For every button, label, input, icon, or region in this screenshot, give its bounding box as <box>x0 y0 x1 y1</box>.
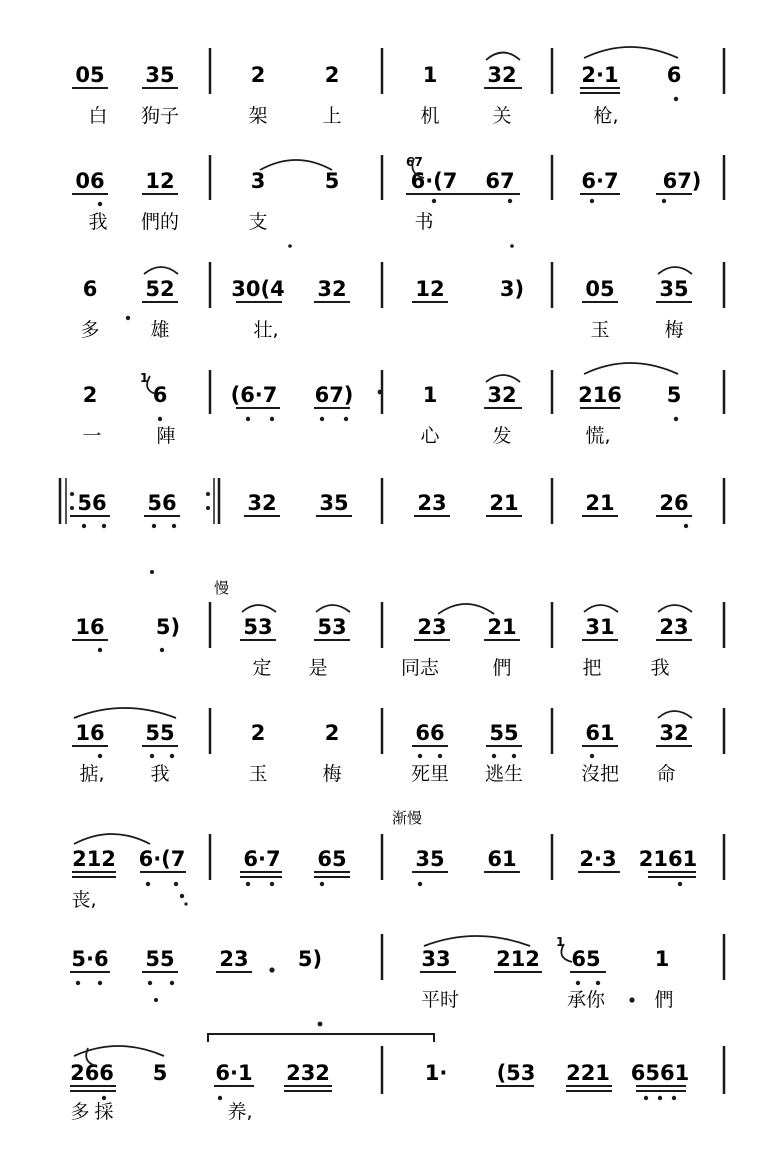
lyric: 关 <box>492 105 512 127</box>
note-group: 6·(7 <box>138 847 186 871</box>
note-group: 35 <box>319 491 349 515</box>
note-group: 1 <box>422 63 438 87</box>
note-group: 56 <box>77 491 107 515</box>
slurs <box>242 604 692 614</box>
lyric: 把 <box>582 657 602 679</box>
lyric: 一 <box>82 425 102 447</box>
note-group: 26 <box>659 491 689 515</box>
tempo-marking: 渐慢 <box>392 809 423 827</box>
barlines <box>210 370 724 414</box>
note-group: 61 <box>487 847 517 871</box>
note-group: 52 <box>145 277 175 301</box>
note-group: 67 <box>485 169 515 193</box>
note-group: 1 <box>654 947 670 971</box>
score-system-8 <box>71 809 724 911</box>
lyric: 承你 <box>566 989 606 1011</box>
lyric: 我 <box>88 211 108 233</box>
dots <box>98 199 666 248</box>
note-group: 16 <box>75 615 105 639</box>
lyric: 們的 <box>140 211 180 233</box>
note-group: 53 <box>317 615 347 639</box>
score-system-7 <box>72 708 724 785</box>
lyric: 玉 <box>248 763 268 785</box>
lyric: 心 <box>420 425 440 447</box>
note-group: 23 <box>417 615 447 639</box>
note-group: 35 <box>659 277 689 301</box>
note-group: 5 <box>152 1061 168 1085</box>
note-group: 32 <box>317 277 347 301</box>
note-group: 6 <box>666 63 682 87</box>
score-system-1 <box>72 47 724 127</box>
underlines <box>72 872 696 877</box>
note-group: 6 <box>152 383 168 407</box>
note-group: 53 <box>243 615 273 639</box>
note-group: 6·7 <box>243 847 281 871</box>
lyric: 掂, <box>79 763 105 785</box>
note-group: 6561 <box>630 1061 690 1085</box>
note-group: 2 <box>82 383 98 407</box>
note-group: 3 <box>250 169 266 193</box>
lyric: 陣 <box>156 425 176 447</box>
note-group: 6·7 <box>581 169 619 193</box>
barlines <box>210 262 724 308</box>
note-group: 5 <box>666 383 682 407</box>
barlines <box>210 602 724 648</box>
note-group: 216 <box>578 383 622 407</box>
note-group: 32 <box>247 491 277 515</box>
score-system-2 <box>72 155 724 248</box>
barlines <box>210 48 724 94</box>
note-group: 2 <box>324 721 340 745</box>
lyric: 书 <box>414 211 434 233</box>
lyric: 发 <box>492 425 512 447</box>
slurs <box>144 267 692 274</box>
note-group: 5·6 <box>71 947 109 971</box>
grace-notes: 67 <box>406 155 423 169</box>
note-group: 32 <box>487 63 517 87</box>
note-group: 1· <box>424 1061 448 1085</box>
note-group: 67) <box>662 169 702 193</box>
lyric: 死里 <box>410 763 450 785</box>
note-group: 2161 <box>638 847 698 871</box>
grace-notes: 1 <box>140 371 149 385</box>
lyric: 沒把 <box>580 763 620 785</box>
note-group: 212 <box>72 847 116 871</box>
note-group: 5) <box>297 947 323 971</box>
lyric: 多 <box>70 1101 90 1123</box>
note-group: 5) <box>155 615 181 639</box>
note-group: 55 <box>145 721 175 745</box>
note-group: 23 <box>417 491 447 515</box>
lyric: 們 <box>492 657 512 679</box>
note-group: 23 <box>219 947 249 971</box>
note-group: 6 <box>82 277 98 301</box>
lyric: 枪, <box>593 105 619 127</box>
lyric: 丧, <box>71 889 97 911</box>
repeat-end <box>206 478 219 524</box>
tempo-marking: 慢 <box>214 579 230 597</box>
note-group: 2 <box>250 721 266 745</box>
lyric: 慌, <box>585 425 611 447</box>
note-group: 21 <box>489 491 519 515</box>
dots <box>146 882 682 906</box>
score-system-9 <box>70 934 724 1011</box>
repeat-start <box>60 478 74 524</box>
score-system-4 <box>82 363 724 447</box>
lyric: 梅 <box>664 319 684 341</box>
dot <box>318 1022 323 1027</box>
underlines <box>70 1086 686 1091</box>
note-group: 21 <box>487 615 517 639</box>
note-group: 32 <box>487 383 517 407</box>
lyric: 上 <box>322 105 342 127</box>
lyric: 我 <box>150 763 170 785</box>
slurs <box>260 158 424 178</box>
lyric: 平时 <box>420 989 460 1011</box>
lyric: 梅 <box>322 763 342 785</box>
note-group: 6·1 <box>215 1061 253 1085</box>
note-group: 21 <box>585 491 615 515</box>
slurs <box>486 47 678 60</box>
slurs <box>74 834 150 844</box>
lyric: 架 <box>248 105 268 127</box>
lyric: 多 <box>80 319 100 341</box>
lyric: 机 <box>420 105 440 127</box>
note-group: 31 <box>585 615 615 639</box>
note-group: 65 <box>317 847 347 871</box>
note-group: (53 <box>496 1061 536 1085</box>
note-group: 05 <box>585 277 615 301</box>
lyric: 狗子 <box>140 105 180 127</box>
note-group: 3) <box>499 277 525 301</box>
lyric: 命 <box>656 763 676 785</box>
lyric: 玉 <box>590 319 610 341</box>
lyric: 們 <box>654 989 674 1011</box>
note-group: 33 <box>421 947 451 971</box>
barlines <box>210 708 724 754</box>
note-group: 5 <box>324 169 340 193</box>
note-group: 35 <box>145 63 175 87</box>
note-group: 212 <box>496 947 540 971</box>
lyric: 是 <box>308 657 328 679</box>
note-group: 1 <box>422 383 438 407</box>
note-group: 35 <box>415 847 445 871</box>
lyric: 我 <box>650 657 670 679</box>
dots <box>98 648 164 652</box>
note-group: 06 <box>75 169 105 193</box>
score-system-6 <box>72 579 724 679</box>
lyric: 採 <box>94 1101 114 1123</box>
note-group: 12 <box>145 169 175 193</box>
note-group: 66 <box>415 721 445 745</box>
note-group: 266 <box>70 1061 114 1085</box>
lyric: 逃生 <box>484 763 524 785</box>
lyric: 雄 <box>150 319 170 341</box>
dots <box>674 97 678 101</box>
note-group: 55 <box>489 721 519 745</box>
note-group: 2 <box>250 63 266 87</box>
dots <box>98 754 594 758</box>
score-system-3 <box>80 262 724 341</box>
grace-notes: 1 <box>556 935 565 949</box>
note-group: 30(4 <box>231 277 285 301</box>
lyric: 支 <box>248 211 268 233</box>
note-group: 221 <box>566 1061 610 1085</box>
lyric: 养, <box>227 1101 253 1123</box>
note-group: 65 <box>571 947 601 971</box>
dots <box>82 524 688 574</box>
note-group: 232 <box>286 1061 330 1085</box>
note-group: 2·3 <box>579 847 617 871</box>
note-group: 2·1 <box>581 63 619 87</box>
note-group: 56 <box>147 491 177 515</box>
lyric: 白 <box>88 105 108 127</box>
note-group: 2 <box>324 63 340 87</box>
lyric: 壮, <box>253 319 279 341</box>
dots <box>126 316 130 320</box>
note-group: 32 <box>659 721 689 745</box>
dots <box>102 1096 676 1100</box>
note-group: 6·(7 <box>410 169 458 193</box>
note-group: 55 <box>145 947 175 971</box>
underlines <box>72 88 620 93</box>
note-group: 23 <box>659 615 689 639</box>
note-group: 12 <box>415 277 445 301</box>
score-system-10 <box>70 1022 724 1123</box>
note-group: (6·7 <box>230 383 278 407</box>
note-group: 16 <box>75 721 105 745</box>
lyric: 定 <box>252 657 272 679</box>
score-system-5 <box>60 478 724 574</box>
lyric: 同志 <box>400 657 440 679</box>
note-group: 61 <box>585 721 615 745</box>
note-group: 67) <box>314 383 354 407</box>
bracket-line <box>208 1034 434 1042</box>
note-group: 05 <box>75 63 105 87</box>
